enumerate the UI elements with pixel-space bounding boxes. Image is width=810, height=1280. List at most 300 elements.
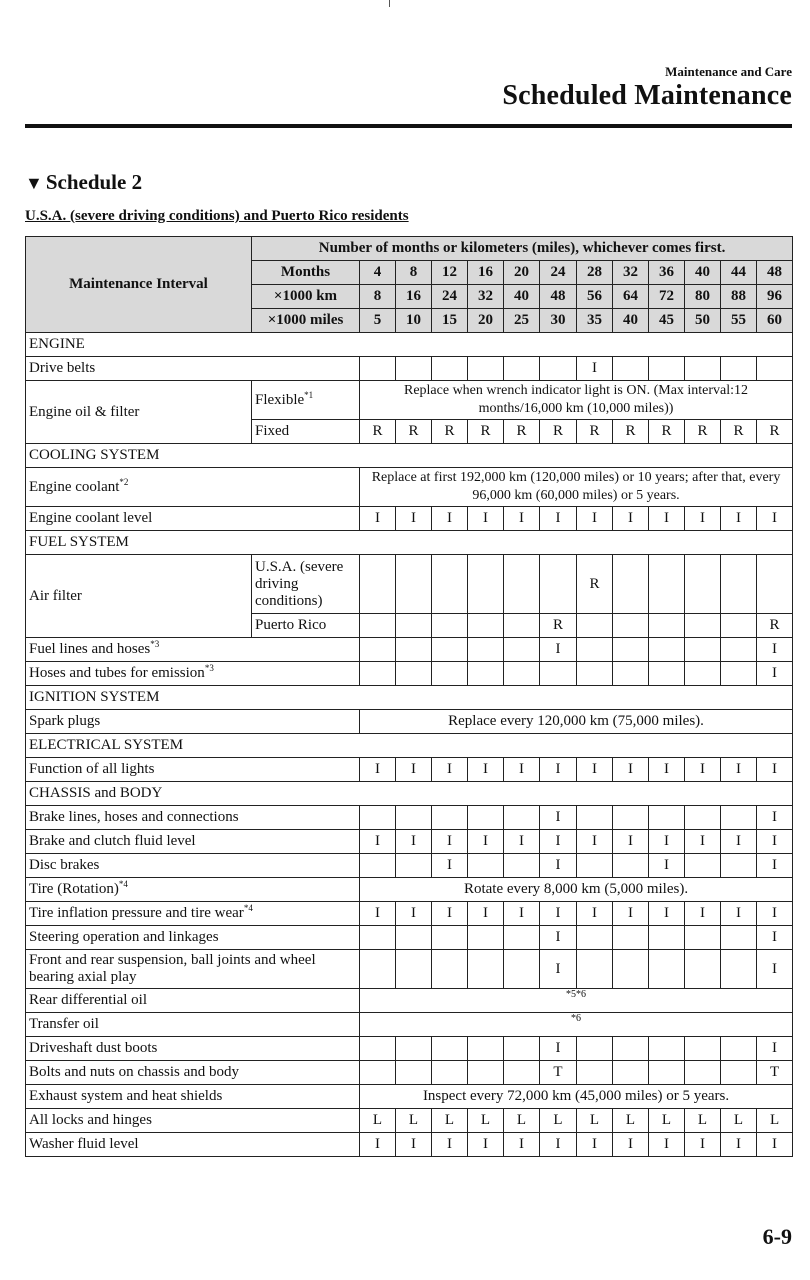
schedule-cell: I — [504, 830, 540, 854]
schedule-cell — [396, 357, 432, 381]
km-cell: 96 — [757, 285, 793, 309]
sub-label-flexible — [252, 381, 360, 420]
schedule-cell — [468, 806, 504, 830]
schedule-cell: I — [757, 507, 793, 531]
schedule-cell — [468, 555, 504, 614]
schedule-cell — [649, 926, 685, 950]
schedule-cell: L — [721, 1109, 757, 1133]
fuel-lines-label: Fuel lines and hoses — [29, 641, 151, 657]
schedule-cell: I — [649, 507, 685, 531]
schedule-cell: L — [613, 1109, 649, 1133]
schedule-cell — [468, 662, 504, 686]
table-row — [26, 638, 793, 662]
miles-cell: 15 — [432, 309, 468, 333]
schedule-cell: I — [685, 507, 721, 531]
schedule-cell — [613, 950, 649, 989]
schedule-cell — [360, 638, 396, 662]
item-label: Bolts and nuts on chassis and body — [26, 1061, 360, 1085]
schedule-cell: I — [540, 806, 577, 830]
section-fuel: FUEL SYSTEM — [26, 531, 793, 555]
km-cell: 56 — [577, 285, 613, 309]
schedule-cell: R — [649, 420, 685, 444]
schedule-cell: R — [721, 420, 757, 444]
page-title: Scheduled Maintenance — [502, 80, 792, 111]
footnote-ref: *4 — [118, 879, 128, 889]
schedule-cell: I — [540, 507, 577, 531]
schedule-cell: I — [540, 950, 577, 989]
sub-label-usa: U.S.A. (severe driving conditions) — [252, 555, 360, 614]
schedule-cell: I — [504, 902, 540, 926]
table-row — [26, 758, 793, 782]
schedule-cell — [432, 662, 468, 686]
schedule-cell: I — [432, 507, 468, 531]
schedule-cell — [432, 926, 468, 950]
schedule-cell — [649, 555, 685, 614]
flexible-label: Flexible — [255, 391, 305, 408]
schedule-cell — [504, 357, 540, 381]
schedule-cell — [468, 614, 504, 638]
month-cell: 4 — [360, 261, 396, 285]
month-cell: 12 — [432, 261, 468, 285]
schedule-cell — [360, 555, 396, 614]
schedule-cell: I — [757, 806, 793, 830]
schedule-cell — [432, 1061, 468, 1085]
schedule-cell: I — [360, 902, 396, 926]
month-cell: 24 — [540, 261, 577, 285]
schedule-cell — [396, 1037, 432, 1061]
schedule-cell: I — [649, 830, 685, 854]
footnote-ref: *3 — [204, 663, 214, 673]
schedule-cell — [396, 555, 432, 614]
schedule-cell: I — [577, 902, 613, 926]
miles-cell: 25 — [504, 309, 540, 333]
schedule-cell — [685, 854, 721, 878]
schedule-cell — [721, 638, 757, 662]
schedule-cell — [468, 950, 504, 989]
schedule-cell: I — [577, 830, 613, 854]
schedule-cell: I — [577, 758, 613, 782]
km-cell: 24 — [432, 285, 468, 309]
item-label: Brake lines, hoses and connections — [26, 806, 360, 830]
schedule-cell: R — [577, 555, 613, 614]
spark-plugs-note: Replace every 120,000 km (75,000 miles). — [360, 710, 793, 734]
table-row — [26, 878, 793, 902]
schedule-cell: I — [577, 507, 613, 531]
section-row — [26, 782, 793, 806]
schedule-cell: I — [396, 902, 432, 926]
footnote-ref: *4 — [243, 903, 253, 913]
schedule-cell: I — [432, 758, 468, 782]
item-label — [26, 878, 360, 902]
schedule-cell: I — [685, 758, 721, 782]
schedule-cell: L — [360, 1109, 396, 1133]
schedule-cell: I — [540, 902, 577, 926]
schedule-cell: I — [396, 758, 432, 782]
table-row — [26, 854, 793, 878]
month-cell: 48 — [757, 261, 793, 285]
schedule-cell: I — [360, 758, 396, 782]
maintenance-interval-header: Maintenance Interval — [26, 237, 252, 333]
schedule-cell — [360, 926, 396, 950]
schedule-cell: I — [757, 758, 793, 782]
schedule-cell: I — [721, 758, 757, 782]
section-electrical: ELECTRICAL SYSTEM — [26, 734, 793, 758]
schedule-cell: R — [396, 420, 432, 444]
item-label — [26, 468, 360, 507]
km-cell: 64 — [613, 285, 649, 309]
schedule-cell — [504, 662, 540, 686]
schedule-cell: I — [685, 1133, 721, 1157]
table-row — [26, 1037, 793, 1061]
schedule-cell: I — [432, 1133, 468, 1157]
schedule-cell — [613, 1061, 649, 1085]
item-label — [26, 638, 360, 662]
table-row — [26, 710, 793, 734]
schedule-cell — [468, 854, 504, 878]
schedule-cell — [360, 950, 396, 989]
engine-oil-flexible-note: Replace when wrench indicator light is ON. (Max interval:12 months/16,000 km (10,000 miles)) — [360, 381, 793, 420]
schedule-cell: I — [649, 902, 685, 926]
schedule-cell: L — [432, 1109, 468, 1133]
schedule-cell: R — [468, 420, 504, 444]
section-chassis: CHASSIS and BODY — [26, 782, 793, 806]
schedule-cell — [432, 357, 468, 381]
month-cell: 8 — [396, 261, 432, 285]
km-cell: 72 — [649, 285, 685, 309]
km-cell: 88 — [721, 285, 757, 309]
km-cell: 40 — [504, 285, 540, 309]
footnote-ref: *1 — [304, 389, 314, 400]
schedule-cell — [577, 662, 613, 686]
schedule-cell: R — [685, 420, 721, 444]
table-row — [26, 902, 793, 926]
month-cell: 20 — [504, 261, 540, 285]
miles-label: ×1000 miles — [252, 309, 360, 333]
section-row — [26, 531, 793, 555]
schedule-cell: I — [360, 1133, 396, 1157]
schedule-cell — [432, 1037, 468, 1061]
km-cell: 48 — [540, 285, 577, 309]
schedule-cell — [721, 614, 757, 638]
schedule-cell — [396, 806, 432, 830]
schedule-cell — [649, 1061, 685, 1085]
schedule-cell: I — [757, 638, 793, 662]
engine-coolant-label: Engine coolant — [29, 478, 120, 495]
schedule-cell — [540, 662, 577, 686]
schedule-cell — [577, 926, 613, 950]
schedule-cell: I — [721, 902, 757, 926]
schedule-cell: I — [432, 830, 468, 854]
schedule-heading — [25, 170, 142, 195]
schedule-cell — [577, 614, 613, 638]
miles-cell: 5 — [360, 309, 396, 333]
schedule-cell: R — [360, 420, 396, 444]
schedule-cell: I — [468, 830, 504, 854]
schedule-cell: R — [757, 614, 793, 638]
schedule-cell — [468, 638, 504, 662]
footnote-ref: *2 — [119, 476, 129, 487]
schedule-cell — [396, 926, 432, 950]
schedule-cell — [649, 950, 685, 989]
schedule-cell — [685, 662, 721, 686]
item-label: Disc brakes — [26, 854, 360, 878]
schedule-cell: I — [396, 507, 432, 531]
schedule-cell: I — [468, 507, 504, 531]
table-row — [26, 950, 793, 989]
schedule-cell: I — [396, 1133, 432, 1157]
schedule-heading-text: Schedule 2 — [45, 170, 143, 194]
schedule-cell — [613, 926, 649, 950]
schedule-cell: I — [540, 854, 577, 878]
item-label: All locks and hinges — [26, 1109, 360, 1133]
schedule-cell: I — [504, 1133, 540, 1157]
schedule-cell: I — [757, 854, 793, 878]
table-row — [26, 989, 793, 1013]
schedule-cell: I — [540, 1133, 577, 1157]
schedule-cell: I — [685, 830, 721, 854]
schedule-cell — [360, 1061, 396, 1085]
item-label: Spark plugs — [26, 710, 360, 734]
schedule-cell: L — [649, 1109, 685, 1133]
item-label: Function of all lights — [26, 758, 360, 782]
schedule-cell: R — [757, 420, 793, 444]
km-cell: 16 — [396, 285, 432, 309]
schedule-cell: R — [540, 420, 577, 444]
km-cell: 8 — [360, 285, 396, 309]
schedule-cell: L — [396, 1109, 432, 1133]
schedule-cell — [685, 638, 721, 662]
item-label: Drive belts — [26, 357, 360, 381]
schedule-cell: I — [504, 507, 540, 531]
schedule-cell: I — [757, 662, 793, 686]
transfer-oil-footnote: *6 — [360, 1013, 793, 1037]
schedule-cell: L — [577, 1109, 613, 1133]
schedule-cell — [396, 662, 432, 686]
item-label: Steering operation and linkages — [26, 926, 360, 950]
section-row — [26, 734, 793, 758]
schedule-cell: I — [613, 758, 649, 782]
miles-cell: 10 — [396, 309, 432, 333]
miles-cell: 20 — [468, 309, 504, 333]
months-label: Months — [252, 261, 360, 285]
schedule-cell — [540, 555, 577, 614]
month-cell: 28 — [577, 261, 613, 285]
table-row — [26, 1013, 793, 1037]
schedule-cell — [685, 1037, 721, 1061]
item-label: Air filter — [26, 555, 252, 638]
section-header: Maintenance and Care — [665, 64, 792, 79]
schedule-cell — [396, 950, 432, 989]
schedule-cell — [360, 806, 396, 830]
schedule-cell: I — [649, 854, 685, 878]
schedule-cell — [685, 357, 721, 381]
schedule-cell: L — [540, 1109, 577, 1133]
month-cell: 36 — [649, 261, 685, 285]
month-cell: 32 — [613, 261, 649, 285]
item-label: Engine coolant level — [26, 507, 360, 531]
schedule-cell — [685, 926, 721, 950]
section-row — [26, 686, 793, 710]
schedule-cell: I — [649, 758, 685, 782]
table-row — [26, 1109, 793, 1133]
schedule-cell — [504, 614, 540, 638]
schedule-cell — [757, 555, 793, 614]
km-label: ×1000 km — [252, 285, 360, 309]
schedule-cell — [577, 1037, 613, 1061]
schedule-cell — [396, 854, 432, 878]
table-header-row — [26, 237, 793, 261]
schedule-cell: I — [757, 902, 793, 926]
exhaust-note: Inspect every 72,000 km (45,000 miles) or 5 years. — [360, 1085, 793, 1109]
miles-cell: 35 — [577, 309, 613, 333]
schedule-cell — [360, 662, 396, 686]
schedule-cell — [504, 950, 540, 989]
miles-cell: 45 — [649, 309, 685, 333]
schedule-cell: I — [613, 902, 649, 926]
miles-cell: 60 — [757, 309, 793, 333]
table-row — [26, 468, 793, 507]
item-label: Rear differential oil — [26, 989, 360, 1013]
table-row — [26, 381, 793, 420]
table-row — [26, 830, 793, 854]
schedule-cell — [613, 854, 649, 878]
section-row — [26, 444, 793, 468]
schedule-cell: I — [577, 1133, 613, 1157]
miles-cell: 50 — [685, 309, 721, 333]
section-cooling: COOLING SYSTEM — [26, 444, 793, 468]
schedule-cell — [649, 662, 685, 686]
section-engine: ENGINE — [26, 333, 793, 357]
schedule-cell — [721, 555, 757, 614]
sub-label-puerto-rico: Puerto Rico — [252, 614, 360, 638]
schedule-cell — [757, 357, 793, 381]
schedule-cell: I — [613, 507, 649, 531]
schedule-cell: L — [468, 1109, 504, 1133]
schedule-cell: T — [540, 1061, 577, 1085]
table-row — [26, 806, 793, 830]
schedule-cell — [504, 806, 540, 830]
miles-cell: 55 — [721, 309, 757, 333]
schedule-cell: L — [757, 1109, 793, 1133]
schedule-cell: I — [432, 902, 468, 926]
item-label: Engine oil & filter — [26, 381, 252, 444]
km-cell: 80 — [685, 285, 721, 309]
schedule-cell — [649, 638, 685, 662]
schedule-cell — [396, 638, 432, 662]
schedule-cell: I — [721, 507, 757, 531]
schedule-cell — [613, 806, 649, 830]
schedule-cell: I — [757, 1133, 793, 1157]
schedule-cell — [613, 1037, 649, 1061]
schedule-cell — [396, 614, 432, 638]
item-label: Exhaust system and heat shields — [26, 1085, 360, 1109]
schedule-cell — [468, 357, 504, 381]
schedule-cell: I — [757, 926, 793, 950]
table-row — [26, 507, 793, 531]
schedule-cell — [721, 357, 757, 381]
schedule-cell: I — [757, 1037, 793, 1061]
hoses-emission-label: Hoses and tubes for emission — [29, 665, 205, 681]
item-label: Brake and clutch fluid level — [26, 830, 360, 854]
schedule-cell — [613, 357, 649, 381]
schedule-cell: R — [577, 420, 613, 444]
item-label — [26, 662, 360, 686]
schedule-cell — [649, 357, 685, 381]
schedule-cell — [360, 1037, 396, 1061]
schedule-subtitle: U.S.A. (severe driving conditions) and Puerto Rico residents — [25, 208, 409, 224]
schedule-cell: I — [577, 357, 613, 381]
table-row — [26, 926, 793, 950]
schedule-cell — [432, 806, 468, 830]
schedule-cell: R — [613, 420, 649, 444]
schedule-cell — [685, 555, 721, 614]
schedule-cell: I — [540, 830, 577, 854]
schedule-cell: I — [504, 758, 540, 782]
schedule-cell — [721, 854, 757, 878]
schedule-cell: I — [468, 902, 504, 926]
schedule-cell — [504, 638, 540, 662]
schedule-cell: I — [721, 1133, 757, 1157]
schedule-cell — [360, 357, 396, 381]
schedule-cell — [577, 638, 613, 662]
month-cell: 44 — [721, 261, 757, 285]
schedule-cell — [685, 950, 721, 989]
schedule-cell: I — [360, 830, 396, 854]
schedule-cell — [613, 662, 649, 686]
schedule-cell — [577, 854, 613, 878]
item-label: Transfer oil — [26, 1013, 360, 1037]
table-row — [26, 1085, 793, 1109]
schedule-cell — [468, 1061, 504, 1085]
tire-rotation-note: Rotate every 8,000 km (5,000 miles). — [360, 878, 793, 902]
item-label — [26, 902, 360, 926]
rear-diff-footnote: *5*6 — [360, 989, 793, 1013]
month-cell: 16 — [468, 261, 504, 285]
schedule-cell — [649, 614, 685, 638]
schedule-cell — [504, 555, 540, 614]
schedule-cell — [468, 926, 504, 950]
schedule-cell — [504, 1037, 540, 1061]
schedule-cell: I — [540, 1037, 577, 1061]
schedule-cell: I — [685, 902, 721, 926]
schedule-cell — [721, 806, 757, 830]
schedule-cell — [432, 638, 468, 662]
schedule-cell — [685, 806, 721, 830]
km-cell: 32 — [468, 285, 504, 309]
table-row — [26, 662, 793, 686]
schedule-cell: I — [360, 507, 396, 531]
engine-coolant-note: Replace at first 192,000 km (120,000 miles) or 10 years; after that, every 96,000 km (60,000 miles) or 5 years. — [360, 468, 793, 507]
schedule-cell: I — [468, 758, 504, 782]
schedule-cell — [577, 950, 613, 989]
triangle-marker-icon: ▼ — [25, 173, 43, 193]
miles-cell: 30 — [540, 309, 577, 333]
section-ignition: IGNITION SYSTEM — [26, 686, 793, 710]
schedule-cell — [721, 662, 757, 686]
item-label: Driveshaft dust boots — [26, 1037, 360, 1061]
header-divider — [25, 124, 792, 128]
schedule-cell — [721, 1061, 757, 1085]
schedule-cell — [721, 926, 757, 950]
schedule-cell: I — [613, 830, 649, 854]
schedule-cell: L — [504, 1109, 540, 1133]
miles-cell: 40 — [613, 309, 649, 333]
schedule-cell — [577, 1061, 613, 1085]
tire-rotation-label: Tire (Rotation) — [29, 881, 119, 897]
schedule-cell: R — [432, 420, 468, 444]
schedule-cell — [432, 614, 468, 638]
maintenance-schedule-table — [25, 236, 793, 1157]
